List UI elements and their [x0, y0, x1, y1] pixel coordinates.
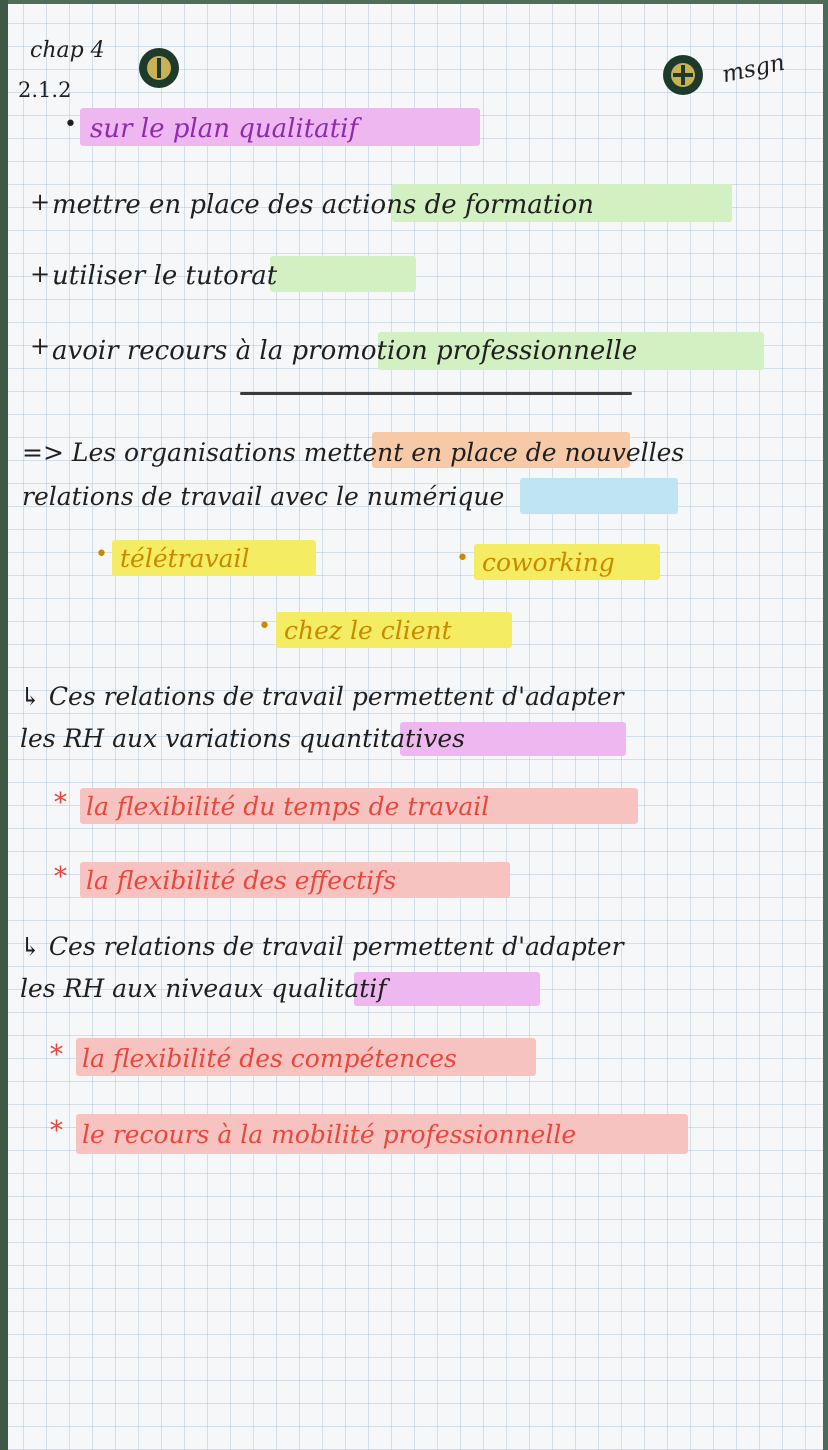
signature: msgn — [719, 49, 788, 89]
mode-chez-client: chez le client — [284, 616, 452, 645]
mode-coworking: coworking — [482, 548, 615, 577]
quantitatif-line-1: ↳ Ces relations de travail permettent d'adapter — [20, 682, 624, 711]
chapter-label: chap 4 — [30, 38, 105, 63]
arrow-icon: ↳ — [20, 682, 41, 711]
mode-bullet: • — [456, 546, 469, 571]
item-flexibilite-temps: la flexibilité du temps de travail — [86, 792, 490, 821]
star-bullet: * — [50, 1116, 63, 1146]
list-item-tutorat: utiliser le tutorat — [52, 261, 278, 291]
section-title: sur le plan qualitatif — [90, 114, 359, 144]
organisations-line-2: relations de travail avec le numérique — [22, 482, 505, 511]
arrow-icon: => — [22, 438, 64, 467]
numerique-highlight — [520, 478, 678, 514]
item-bullet: + — [30, 260, 51, 288]
organisations-line-1: => Les organisations mettent en place de nouvelles — [22, 438, 685, 467]
binder-hole-left-icon — [139, 48, 179, 88]
highlight-text: promotion professionnelle — [291, 336, 638, 366]
title-bullet: • — [64, 112, 77, 137]
page-left-edge — [0, 0, 8, 1450]
page-right-edge — [823, 0, 828, 1450]
quantitatif-line-2: les RH aux variations quantitatives — [20, 724, 465, 753]
binder-hole-right-icon — [663, 55, 703, 95]
item-flexibilite-effectifs: la flexibilité des effectifs — [86, 866, 397, 895]
star-bullet: * — [50, 1040, 63, 1070]
item-bullet: + — [30, 188, 51, 216]
item-bullet: + — [30, 332, 51, 360]
highlight-text: tutorat — [185, 261, 278, 291]
list-item-promotion: avoir recours à la promotion professionnelle — [52, 336, 638, 366]
qualitatif-line-1: ↳ Ces relations de travail permettent d'adapter — [20, 932, 624, 961]
star-bullet: * — [54, 862, 67, 892]
mode-teletravail: télétravail — [120, 544, 250, 573]
list-item-formation: mettre en place des actions de formation — [52, 190, 594, 220]
star-bullet: * — [54, 788, 67, 818]
qualitatif-line-2: les RH aux niveaux qualitatif — [20, 974, 387, 1003]
page-top-edge — [0, 0, 828, 4]
separator-line — [240, 392, 632, 395]
mode-bullet: • — [258, 614, 271, 639]
item-flexibilite-competences: la flexibilité des compétences — [82, 1044, 457, 1073]
section-number: 2.1.2 — [18, 78, 72, 102]
item-mobilite-professionnelle: le recours à la mobilité professionnelle — [82, 1120, 577, 1149]
arrow-icon: ↳ — [20, 932, 41, 961]
highlight-text: actions de formation — [321, 190, 594, 220]
mode-bullet: • — [95, 542, 108, 567]
tutorat-highlight — [270, 256, 416, 292]
